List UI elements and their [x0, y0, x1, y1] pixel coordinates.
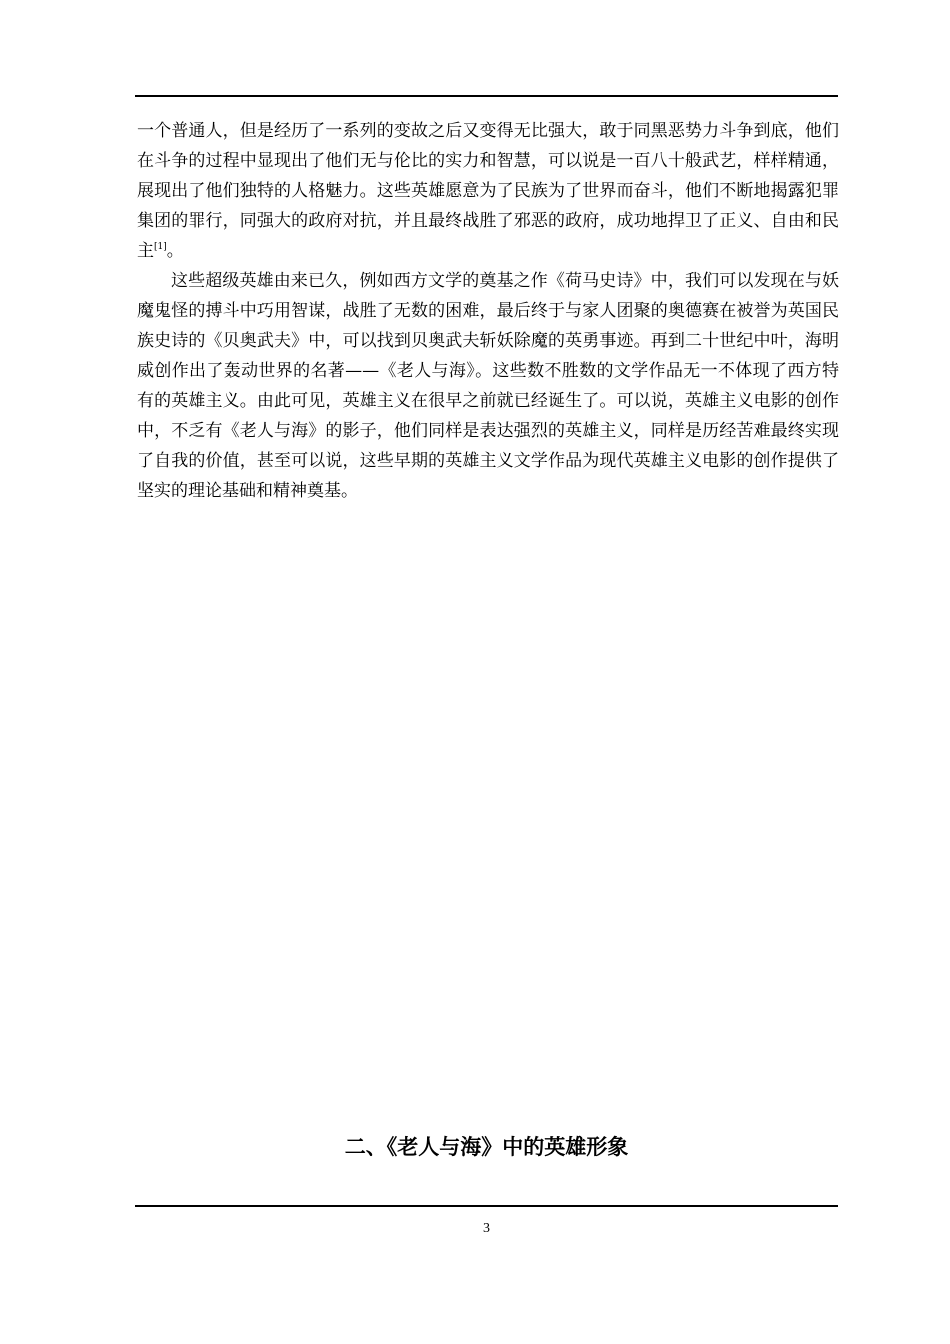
header-rule — [135, 95, 838, 97]
paragraph-1-text: 一个普通人，但是经历了一系列的变故之后又变得无比强大，敢于同黑恶势力斗争到底，他们在斗争的过程中显现出了他们无与伦比的实力和智慧，可以说是一百八十般武艺，样样精通，展现出了他们独特的人格魅力。这些英雄愿意为了民族为了世界而奋斗，他们不断地揭露犯罪集团的罪行，同强大的政府对抗，并且最终战胜了邪恶的政府，成功地捍卫了正义、自由和民主 — [137, 121, 839, 261]
page-number: 3 — [483, 1221, 490, 1236]
paragraph-2: 这些超级英雄由来已久，例如西方文学的奠基之作《荷马史诗》中，我们可以发现在与妖魔鬼怪的搏斗中巧用智谋，战胜了无数的困难，最后终于与家人团聚的奥德赛在被誉为英国民族史诗的《贝奥武夫》中，可以找到贝奥武夫斩妖除魔的英勇事迹。再到二十世纪中叶，海明威创作出了轰动世界的名著——《老人与海》。这些数不胜数的文学作品无一不体现了西方特有的英雄主义。由此可见，英雄主义在很早之前就已经诞生了。可以说，英雄主义电影的创作中，不乏有《老人与海》的影子，他们同样是表达强烈的英雄主义，同样是历经苦难最终实现了自我的价值，甚至可以说，这些早期的英雄主义文学作品为现代英雄主义电影的创作提供了坚实的理论基础和精神奠基。 — [137, 271, 839, 501]
paragraph-1-tail: 。 — [166, 241, 184, 261]
section-heading: 二、《老人与海》中的英雄形象 — [344, 1135, 629, 1159]
body-text — [137, 116, 839, 506]
paragraph-1 — [137, 116, 839, 266]
citation-ref: [1] — [154, 242, 167, 252]
footer-rule — [135, 1205, 838, 1207]
